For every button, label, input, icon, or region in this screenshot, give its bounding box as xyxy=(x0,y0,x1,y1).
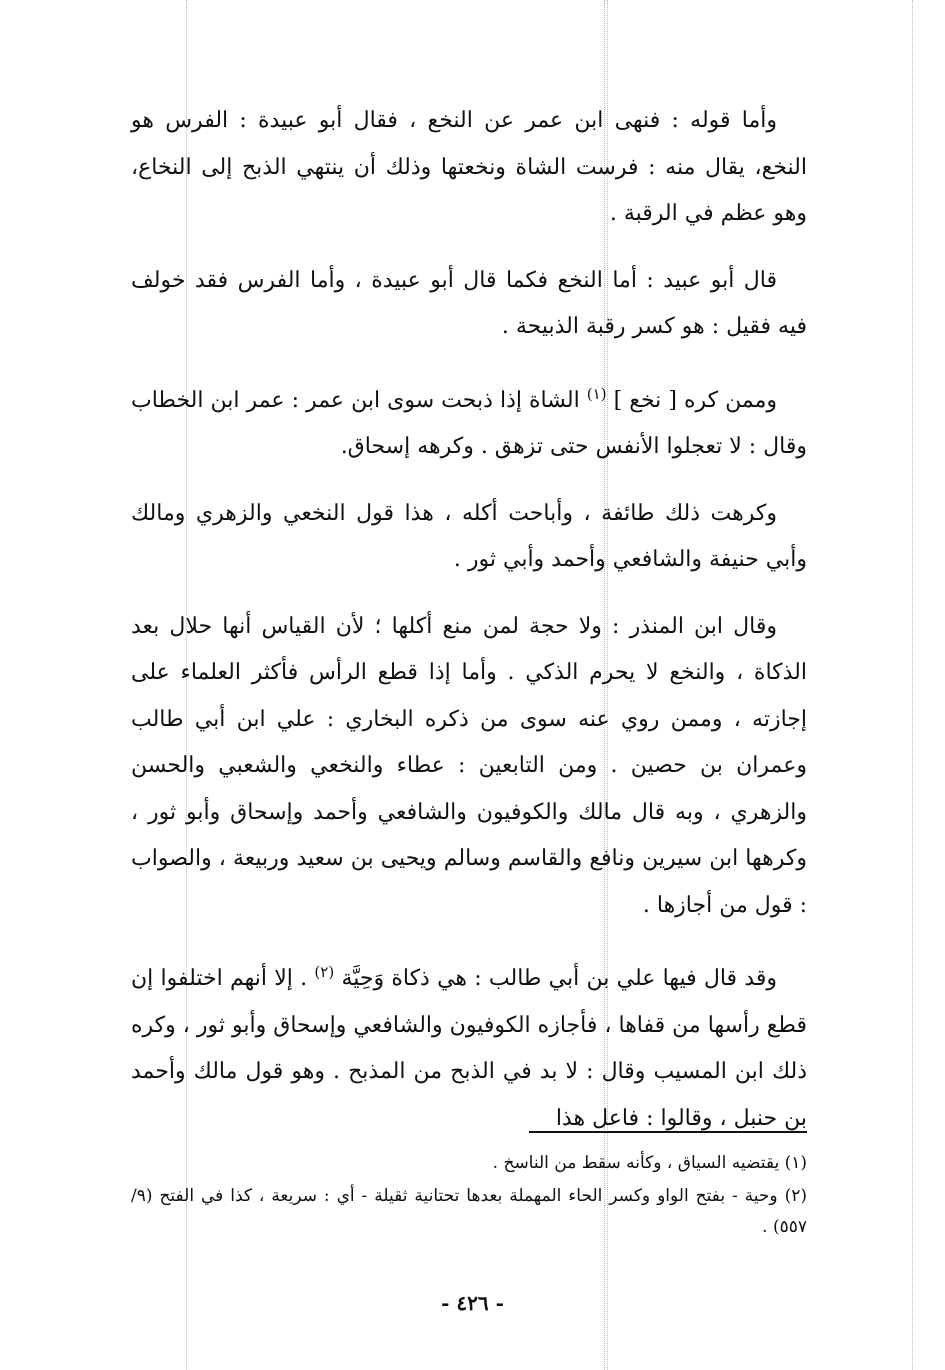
paragraph: وأما قوله : فنهى ابن عمر عن النخع ، فقال أبو عبيدة : الفرس هو النخع، يقال منه : فرست الشاة ونخعتها وذلك أن ينتهي الذبح إلى النخاع، وهو عظم في الرقبة . xyxy=(131,108,807,226)
footnote-divider xyxy=(529,1131,807,1133)
footnote-reference: (٢) xyxy=(314,963,335,981)
footnote: (٢) وحية - بفتح الواو وكسر الحاء المهملة بعدها تحتانية ثقيلة - أي : سريعة ، كذا في الفتح (٩/ ٥٥٧) . xyxy=(131,1186,807,1237)
scan-guide-line xyxy=(912,0,913,1370)
footnote: (١) يقتضيه السياق ، وكأنه سقط من الناسخ . xyxy=(492,1153,807,1173)
paragraph-body: . إلا أنهم اختلفوا إن قطع رأسها من قفاها ، فأجازه الكوفيون والشافعي وإسحاق وأبو ثور ، وكره ذلك ابن المسيب وقال : لا بد في الذبح من المذبح . وهو قول مالك وأحمد بن حنبل ، وقالوا : فاعل هذا xyxy=(131,966,807,1131)
footnote-reference: (١) xyxy=(586,384,607,403)
paragraph-opening: وقد قال فيها علي بن أبي طالب : هي ذكاة وَحِيَّة xyxy=(341,966,777,991)
footnotes xyxy=(131,1148,807,1245)
paragraph-body: الشاة إذا ذبحت سوى ابن عمر : عمر ابن الخطاب وقال : لا تعجلوا الأنفس حتى تزهق . وكرهه إسحاق. xyxy=(131,387,807,459)
page-number: - ٤٢٦ - xyxy=(441,1291,504,1315)
paragraph xyxy=(131,949,807,1142)
paragraph-opening: وممن كره [ نخع ] xyxy=(613,387,778,413)
paragraph xyxy=(131,371,807,471)
paragraph: وقال ابن المنذر : ولا حجة لمن منع أكلها ؛ لأن القياس أنها حلال بعد الذكاة ، والنخع لا يحرم الذكي . وأما إذا قطع الرأس فأكثر العلماء على إجازته ، وممن روي عنه سوى من ذكره البخاري : علي ابن أبي طالب وعمران بن حصين . ومن التابعين : عطاء والنخعي والشعبي والحسن والزهري ، وبه قال مالك والكوفيون والشافعي وأحمد وإسحاق وأبو ثور ، وكرهها ابن سيرين ونافع والقاسم وسالم ويحيى بن سعيد وربيعة ، والصواب : قول من أجازها . xyxy=(131,613,807,918)
main-text xyxy=(131,98,807,1162)
paragraph: قال أبو عبيد : أما النخع فكما قال أبو عبيدة ، وأما الفرس فقد خولف فيه فقيل : هو كسر رقبة الذبيحة . xyxy=(131,267,807,339)
paragraph: وكرهت ذلك طائفة ، وأباحت أكله ، هذا قول النخعي والزهري ومالك وأبي حنيفة والشافعي وأحمد وأبي ثور . xyxy=(131,500,807,572)
